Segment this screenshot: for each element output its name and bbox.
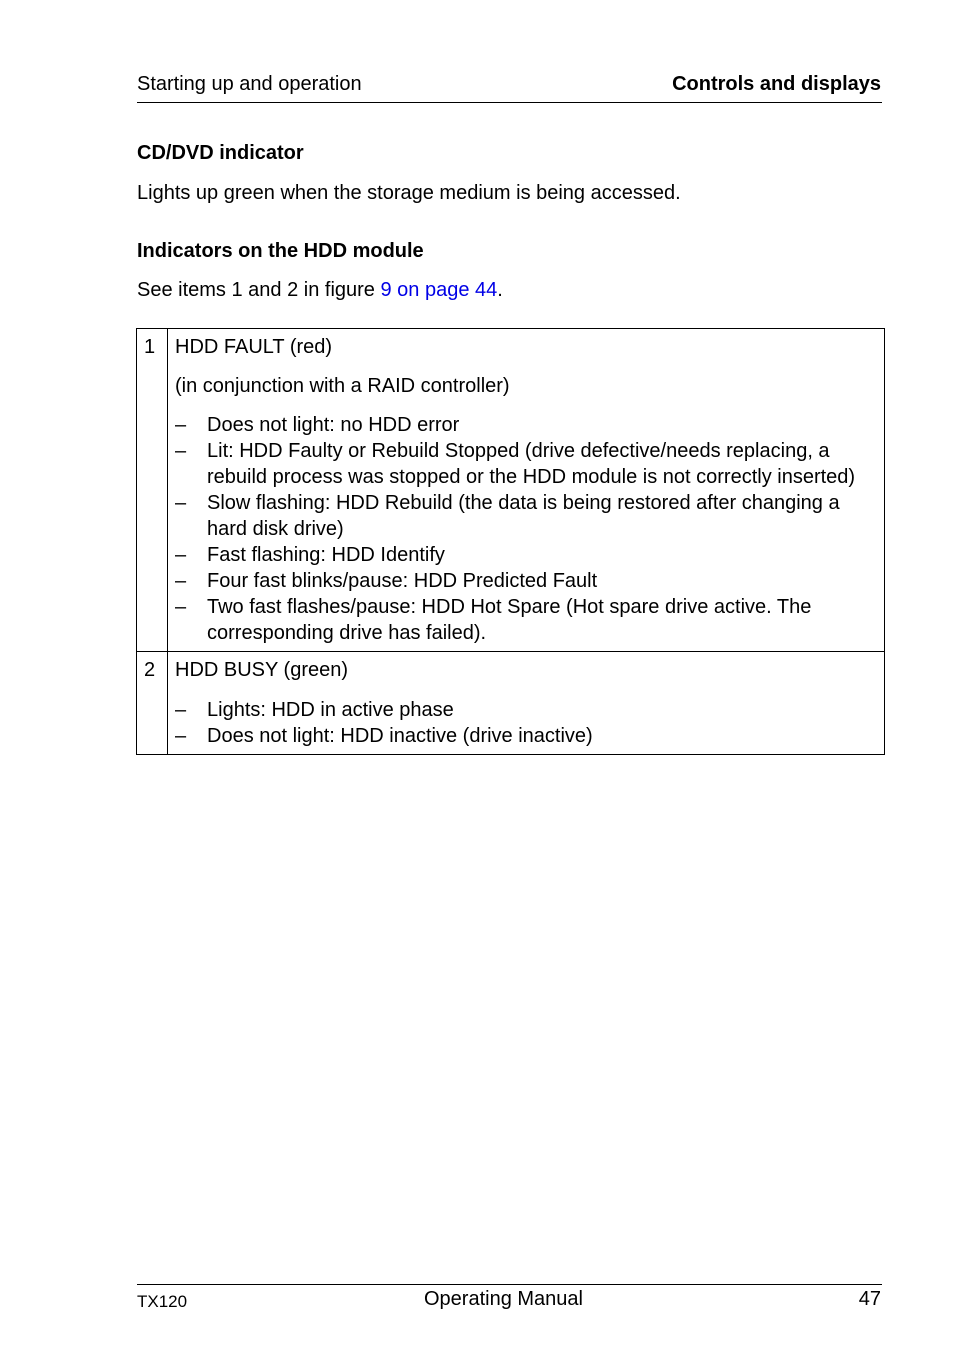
list-item (175, 412, 874, 438)
indicator-note: (in conjunction with a RAID controller) (175, 375, 510, 397)
list-item (175, 542, 874, 568)
footer-rule (137, 1284, 882, 1285)
list-item-text: Does not light: HDD inactive (drive inactive) (207, 725, 593, 747)
hdd-intro-prefix: See items 1 and 2 in figure (137, 279, 381, 301)
dash-bullet: – (175, 414, 187, 436)
table-row (137, 329, 885, 652)
cd-dvd-text: Lights up green when the storage medium is being accessed. (137, 182, 681, 204)
row-number: 1 (137, 329, 168, 652)
indicator-title: HDD BUSY (green) (175, 659, 349, 681)
header-rule (137, 102, 882, 103)
indicator-title: HDD FAULT (red) (175, 336, 333, 358)
figure-reference-link[interactable]: 9 on page 44 (380, 279, 498, 301)
dash-bullet: – (175, 570, 187, 592)
dash-bullet: – (175, 440, 187, 462)
page-number: 47 (858, 1288, 881, 1310)
list-item-text: Two fast flashes/pause: HDD Hot Spare (Hot spare drive active. The corresponding drive has failed). (207, 596, 812, 644)
list-item (175, 723, 874, 749)
list-item-text: Does not light: no HDD error (207, 414, 460, 436)
hdd-intro-suffix: . (497, 279, 503, 301)
row-number: 2 (137, 652, 168, 755)
list-item (175, 697, 874, 723)
cd-dvd-heading: CD/DVD indicator (137, 142, 304, 164)
list-item-text: Lit: HDD Faulty or Rebuild Stopped (drive defective/needs replacing, a rebuild process was stopped or the HDD module is not correctly inserted) (207, 440, 856, 488)
list-item (175, 568, 874, 594)
row-description (168, 652, 885, 755)
footer-manual-title: Operating Manual (424, 1288, 583, 1310)
state-list (175, 697, 874, 749)
list-item-text: Slow flashing: HDD Rebuild (the data is being restored after changing a hard disk drive) (207, 492, 840, 540)
state-list (175, 412, 874, 646)
running-header-section: Starting up and operation (137, 73, 362, 95)
list-item-text: Four fast blinks/pause: HDD Predicted Fault (207, 570, 598, 592)
list-item-text: Lights: HDD in active phase (207, 699, 454, 721)
row-description (168, 329, 885, 652)
list-item (175, 490, 874, 542)
hdd-heading: Indicators on the HDD module (137, 240, 424, 262)
dash-bullet: – (175, 544, 187, 566)
hdd-intro (137, 279, 503, 302)
running-header-chapter: Controls and displays (672, 73, 881, 95)
list-item (175, 438, 874, 490)
list-item-text: Fast flashing: HDD Identify (207, 544, 445, 566)
list-item (175, 594, 874, 646)
footer-product: TX120 (137, 1292, 188, 1311)
dash-bullet: – (175, 492, 187, 514)
dash-bullet: – (175, 725, 187, 747)
table-row (137, 652, 885, 755)
indicator-table (136, 328, 885, 755)
dash-bullet: – (175, 699, 187, 721)
dash-bullet: – (175, 596, 187, 618)
